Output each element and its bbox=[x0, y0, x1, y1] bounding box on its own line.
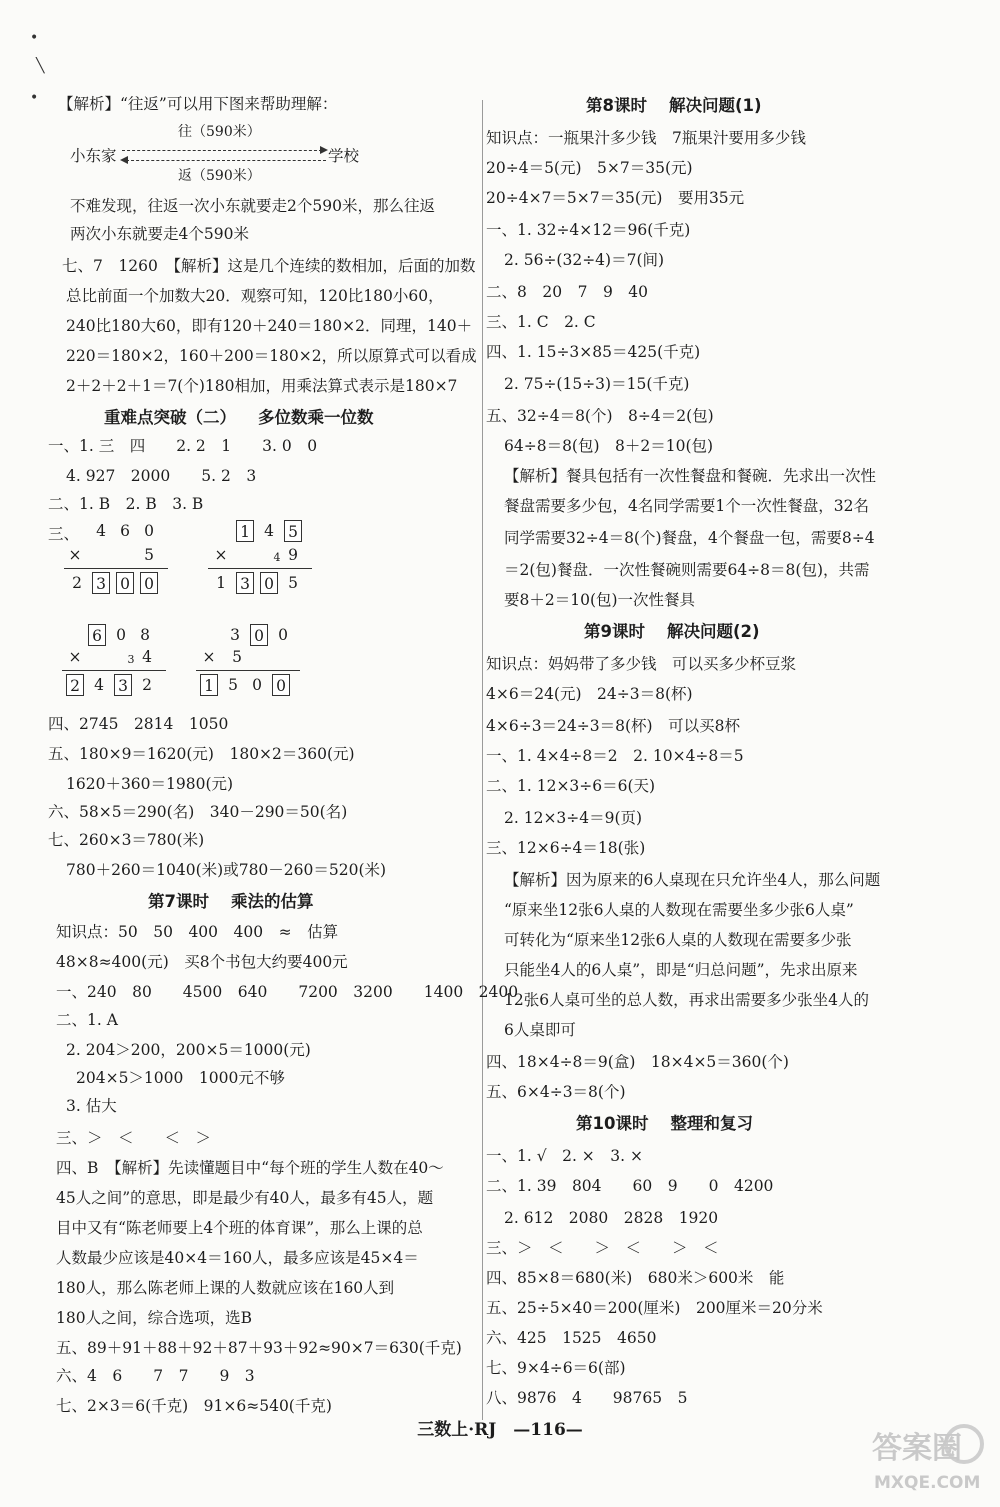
arrow-left-icon bbox=[120, 156, 128, 164]
lesson-name: 乘法的估算 bbox=[230, 892, 314, 911]
multiplier-row bbox=[66, 646, 166, 672]
text-line: 6人桌即可 bbox=[504, 1021, 576, 1039]
text-line: 12张6人桌可坐的总人数，再求出需要多少张坐4人的 bbox=[504, 991, 869, 1009]
times-sign: × bbox=[68, 648, 82, 666]
diagram-return-line bbox=[126, 160, 326, 161]
lesson-name: 整理和复习 bbox=[670, 1114, 753, 1133]
text-line: 780＋260＝1040(米)或780－260＝520(米) bbox=[66, 861, 387, 879]
text-line: 七、260×3＝780(米) bbox=[48, 831, 205, 849]
text-line: 四、1. 15÷3×85＝425(千克) bbox=[486, 343, 701, 361]
product-row bbox=[68, 572, 168, 598]
text-line: 三、1. C 2. C bbox=[486, 313, 596, 331]
text-line: 45人之间”的意思，即是最少有40人，最多有45人，题 bbox=[56, 1189, 434, 1207]
digit: 0 bbox=[278, 626, 288, 644]
text-line: 4×6＝24(元) 24÷3＝8(杯) bbox=[486, 685, 693, 703]
digit: 5 bbox=[228, 676, 238, 694]
text-line: 二、1. A bbox=[56, 1011, 118, 1029]
text-line: 三、＞ ＜ ＞ ＜ ＞ ＜ bbox=[486, 1239, 719, 1257]
diagram-forward-line bbox=[122, 150, 322, 151]
digit-box: 3 bbox=[236, 572, 254, 594]
text-line: 五、25÷5×40＝200(厘米) 200厘米＝20分米 bbox=[486, 1299, 823, 1317]
rule-line bbox=[196, 670, 300, 671]
digit: 5 bbox=[144, 546, 154, 564]
digit-box: 3 bbox=[114, 674, 132, 696]
text-line: 六、4 6 7 7 9 3 bbox=[56, 1367, 255, 1385]
lesson-8-title bbox=[586, 96, 762, 116]
text-line: 2. 204＞200，200×5＝1000(元) bbox=[66, 1041, 311, 1059]
text-line: 4×6÷3＝24÷3＝8(杯) 可以买8杯 bbox=[486, 717, 740, 735]
text-line: 48×8≈400(元) 买8个书包大约要400元 bbox=[56, 953, 348, 971]
text-line: 八、9876 4 98765 5 bbox=[486, 1389, 688, 1407]
rule-line bbox=[62, 670, 166, 671]
digit: 4 bbox=[96, 522, 106, 540]
digit: 8 bbox=[140, 626, 150, 644]
rule-line bbox=[208, 568, 312, 569]
text-line: 3. 估大 bbox=[66, 1097, 117, 1115]
text-line: 目中又有“陈老师要上4个班的体育课”，那么上课的总 bbox=[56, 1219, 423, 1237]
multiplier-row bbox=[212, 544, 312, 570]
lesson-7-title bbox=[148, 892, 313, 912]
digit-box: 6 bbox=[88, 624, 106, 646]
text-line: 五、32÷4＝8(个) 8÷4＝2(包) bbox=[486, 407, 714, 425]
text-line: 二、1. B 2. B 3. B bbox=[48, 495, 204, 513]
text-line: 一、1. 三 四 2. 2 1 3. 0 0 bbox=[48, 437, 318, 455]
multiplier-row bbox=[66, 544, 166, 570]
digit: 4 bbox=[94, 676, 104, 694]
digit: 6 bbox=[120, 522, 130, 540]
text-line: 七、2×3＝6(千克) 91×6≈540(千克) bbox=[56, 1397, 332, 1415]
lesson-number: 第8课时 bbox=[586, 96, 647, 115]
text-line: 4. 927 2000 5. 2 3 bbox=[66, 467, 257, 485]
digit-box: 0 bbox=[272, 674, 290, 696]
arrow-right-icon bbox=[320, 146, 328, 154]
section-title-main: 重难点突破（二） bbox=[104, 408, 236, 427]
text-line: “原来坐12张6人桌的人数现在需要坐多少张6人桌” bbox=[504, 901, 854, 919]
page-footer: 三数上·RJ —116— bbox=[417, 1420, 583, 1440]
diagram-to: 学校 bbox=[328, 147, 360, 165]
lesson-9-title bbox=[584, 622, 760, 642]
text-line: 四、B 【解析】先读懂题目中“每个班的学生人数在40～ bbox=[56, 1159, 444, 1177]
text-line: ＝2(包)餐盘．一次性餐碗则需要64÷8＝8(包)，共需 bbox=[504, 561, 870, 579]
text-line: 四、18×4÷8＝9(盒) 18×4×5＝360(个) bbox=[486, 1053, 789, 1071]
digit: 5 bbox=[288, 574, 298, 592]
text-line: 2. 75÷(15÷3)＝15(千克) bbox=[504, 375, 690, 393]
digit-box: 0 bbox=[140, 572, 158, 594]
text-line: 64÷8＝8(包) 8＋2＝10(包) bbox=[504, 437, 714, 455]
diagram-from: 小东家 bbox=[70, 147, 117, 165]
text-line: 一、1. √ 2. × 3. × bbox=[486, 1147, 643, 1165]
section-title-sub: 多位数乘一位数 bbox=[258, 408, 374, 427]
digit: 2 bbox=[142, 676, 152, 694]
text-line: 七、9×4÷6＝6(部) bbox=[486, 1359, 626, 1377]
text-line: 2＋2＋2＋1＝7(个)180相加，用乘法算式表示是180×7 bbox=[66, 377, 458, 395]
times-sign: × bbox=[202, 648, 216, 666]
digit-box: 0 bbox=[260, 572, 278, 594]
text-line: 一、1. 32÷4×12＝96(千克) bbox=[486, 221, 691, 239]
text-line: 五、89＋91＋88＋92＋87＋93＋92≈90×7＝630(千克) bbox=[56, 1339, 462, 1357]
text-line: 可转化为“原来坐12张6人桌的人数现在需要多少张 bbox=[504, 931, 852, 949]
text-line: 不难发现，往返一次小东就要走2个590米，那么往返 bbox=[70, 197, 435, 215]
text-line: 人数最少应该是40×4＝160人，最多应该是45×4＝ bbox=[56, 1249, 419, 1267]
watermark-title: 答案圈 bbox=[872, 1431, 962, 1466]
rule-line bbox=[64, 568, 168, 569]
analysis-intro: 【解析】“往返”可以用下图来帮助理解： bbox=[58, 95, 338, 113]
product-row bbox=[66, 674, 166, 700]
text-line: 餐盘需要多少包，4名同学需要1个一次性餐盘，32名 bbox=[504, 497, 869, 515]
digit: 0 bbox=[116, 626, 126, 644]
digit: 1 bbox=[216, 574, 226, 592]
product-row bbox=[200, 674, 300, 700]
lesson-number: 第7课时 bbox=[148, 892, 209, 911]
digit-box: 0 bbox=[250, 624, 268, 646]
carry-digit: 4 bbox=[273, 551, 281, 564]
digit: 3 bbox=[230, 626, 240, 644]
digit: 4 bbox=[142, 648, 152, 666]
text-line: 三、12×6÷4＝18(张) bbox=[486, 839, 646, 857]
watermark-url: MXQE.COM bbox=[874, 1473, 981, 1493]
text-line: 180人之间，综合选项，选B bbox=[56, 1309, 252, 1327]
digit: 9 bbox=[288, 546, 298, 564]
text-line: 同学需要32÷4＝8(个)餐盘，4个餐盘一包，需要8÷4 bbox=[504, 529, 875, 547]
lesson-10-title bbox=[576, 1114, 753, 1134]
text-line: 180人，那么陈老师上课的人数就应该在160人到 bbox=[56, 1279, 395, 1297]
text-line: 知识点：50 50 400 400 ≈ 估算 bbox=[56, 923, 339, 941]
digit-box: 1 bbox=[236, 520, 254, 542]
text-line: 二、8 20 7 9 40 bbox=[486, 283, 649, 301]
margin-dot: • bbox=[30, 30, 39, 46]
digit-box: 5 bbox=[284, 520, 302, 542]
digit-box: 1 bbox=[200, 674, 218, 696]
digit-box: 3 bbox=[92, 572, 110, 594]
text-line: 1620＋360＝1980(元) bbox=[66, 775, 234, 793]
digit: 5 bbox=[232, 648, 242, 666]
lesson-name: 解决问题(1) bbox=[668, 96, 762, 115]
text-line: 五、6×4÷3＝8(个) bbox=[486, 1083, 626, 1101]
text-line: 一、1. 4×4÷8＝2 2. 10×4÷8＝5 bbox=[486, 747, 744, 765]
text-line: 六、58×5＝290(名) 340－290＝50(名) bbox=[48, 803, 348, 821]
carry-digit: 3 bbox=[127, 653, 135, 666]
text-line: 二、1. 39 804 60 9 0 4200 bbox=[486, 1177, 774, 1195]
digit-box: 2 bbox=[66, 674, 84, 696]
text-line: 四、85×8＝680(米) 680米＞600米 能 bbox=[486, 1269, 785, 1287]
text-line: 二、1. 12×3÷6＝6(天) bbox=[486, 777, 656, 795]
text-line: 2. 12×3÷4＝9(页) bbox=[504, 809, 643, 827]
column-divider bbox=[482, 100, 483, 1420]
text-line: 六、425 1525 4650 bbox=[486, 1329, 657, 1347]
digit: 0 bbox=[144, 522, 154, 540]
text-line: 只能坐4人的6人桌”，即是“归总问题”，先求出原来 bbox=[504, 961, 858, 979]
section-three-label: 三、 bbox=[48, 525, 80, 543]
watermark-logo bbox=[868, 1418, 986, 1498]
lesson-number: 第9课时 bbox=[584, 622, 645, 641]
lesson-number: 第10课时 bbox=[576, 1114, 649, 1133]
text-line: 五、180×9＝1620(元) 180×2＝360(元) bbox=[48, 745, 355, 763]
text-line: 两次小东就要走4个590米 bbox=[70, 225, 249, 243]
text-line: 2. 56÷(32÷4)＝7(间) bbox=[504, 251, 665, 269]
diagram-top-label: 往（590米） bbox=[178, 124, 261, 140]
multiplicand-row bbox=[86, 520, 166, 546]
text-line: 总比前面一个加数大20．观察可知，120比180小60， bbox=[66, 287, 444, 305]
text-line: 知识点：妈妈带了多少钱 可以买多少杯豆浆 bbox=[486, 655, 797, 673]
margin-tick: ╲ bbox=[36, 58, 45, 74]
text-line: 240比180大60，即有120＋240＝180×2．同理，140＋ bbox=[66, 317, 473, 335]
times-sign: × bbox=[214, 546, 228, 564]
multiplicand-row bbox=[236, 520, 316, 546]
text-line: 2. 612 2080 2828 1920 bbox=[504, 1209, 719, 1227]
text-line: 20÷4＝5(元) 5×7＝35(元) bbox=[486, 159, 693, 177]
digit: 2 bbox=[72, 574, 82, 592]
text-line: 要8＋2＝10(包)一次性餐具 bbox=[504, 591, 696, 609]
digit-box: 0 bbox=[116, 572, 134, 594]
text-line: 一、240 80 4500 640 7200 3200 1400 2400 bbox=[56, 983, 519, 1001]
text-line: 四、2745 2814 1050 bbox=[48, 715, 229, 733]
times-sign: × bbox=[68, 546, 82, 564]
multiplier-row bbox=[200, 646, 300, 672]
text-line: 三、＞ ＜ ＜ ＞ bbox=[56, 1129, 212, 1147]
lesson-name: 解决问题(2) bbox=[666, 622, 760, 641]
text-line: 七、7 1260 【解析】这是几个连续的数相加，后面的加数 bbox=[62, 257, 476, 275]
text-line: 【解析】因为原来的6人桌现在只允许坐4人，那么问题 bbox=[504, 871, 881, 889]
digit: 4 bbox=[264, 522, 274, 540]
text-line: 20÷4×7＝5×7＝35(元) 要用35元 bbox=[486, 189, 745, 207]
text-line: 204×5＞1000 1000元不够 bbox=[76, 1069, 285, 1087]
product-row bbox=[212, 572, 312, 598]
section-title bbox=[104, 408, 374, 428]
text-line: 知识点：一瓶果汁多少钱 7瓶果汁要用多少钱 bbox=[486, 129, 806, 147]
diagram-bottom-label: 返（590米） bbox=[178, 168, 261, 184]
margin-dot: • bbox=[30, 90, 39, 106]
digit: 0 bbox=[252, 676, 262, 694]
text-line: 【解析】餐具包括有一次性餐盘和餐碗．先求出一次性 bbox=[504, 467, 877, 485]
text-line: 220＝180×2，160＋200＝180×2，所以原算式可以看成 bbox=[66, 347, 477, 365]
